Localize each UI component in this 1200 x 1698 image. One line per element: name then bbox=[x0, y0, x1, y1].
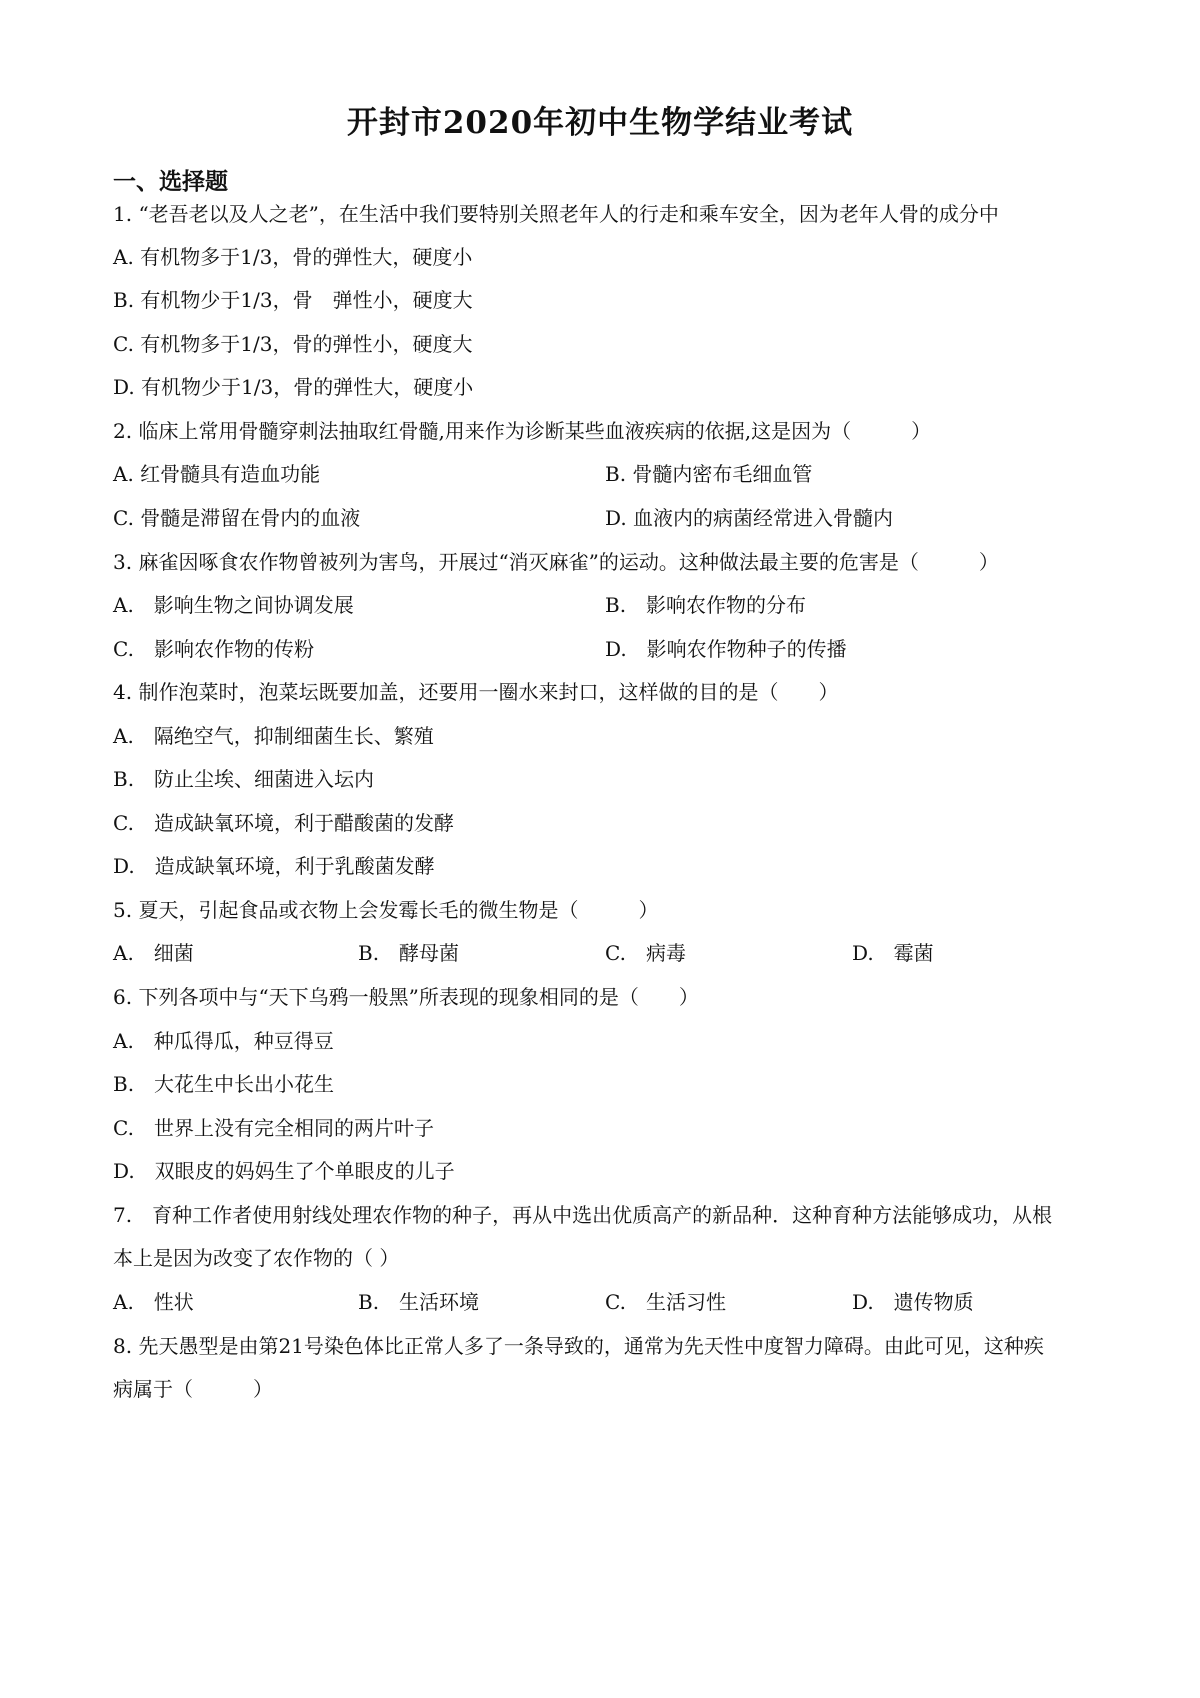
question-2-option-d: D. 血液内的病菌经常进入骨髓内 bbox=[605, 506, 894, 530]
question-7-stem-line-1: 7. 育种工作者使用射线处理农作物的种子，再从中选出优质高产的新品种．这种育种方法能够成功，从根 bbox=[113, 1203, 1053, 1227]
question-8-stem-line-1: 8. 先天愚型是由第21号染色体比正常人多了一条导致的，通常为先天性中度智力障碍。由此可见，这种疾 bbox=[113, 1334, 1044, 1358]
question-7-option-a: A. 性状 bbox=[113, 1290, 194, 1314]
question-7-option-c: C. 生活习性 bbox=[605, 1290, 726, 1314]
question-5-option-c: C. 病毒 bbox=[605, 941, 686, 965]
question-3-option-c: C. 影响农作物的传粉 bbox=[113, 637, 314, 661]
question-1-option-a: A. 有机物多于1/3，骨的弹性大，硬度小 bbox=[113, 245, 473, 269]
question-6-stem: 6. 下列各项中与“天下乌鸦一般黑”所表现的现象相同的是（ ） bbox=[113, 985, 699, 1009]
question-6-option-a: A. 种瓜得瓜，种豆得豆 bbox=[113, 1029, 334, 1053]
exam-title: 开封市2020年初中生物学结业考试 bbox=[346, 105, 854, 141]
question-1-option-c: C. 有机物多于1/3，骨的弹性小，硬度大 bbox=[113, 332, 473, 356]
question-5-option-a: A. 细菌 bbox=[113, 941, 194, 965]
question-5-option-b: B. 酵母菌 bbox=[358, 941, 460, 965]
section-heading: 一、选择题 bbox=[113, 168, 228, 195]
question-7-stem-line-2: 本上是因为改变了农作物的（ ） bbox=[113, 1246, 400, 1270]
question-2-option-c: C. 骨髓是滞留在骨内的血液 bbox=[113, 506, 361, 530]
question-2-option-a: A. 红骨髓具有造血功能 bbox=[113, 462, 321, 486]
question-4-option-b: B. 防止尘埃、细菌进入坛内 bbox=[113, 767, 375, 791]
question-2-stem: 2. 临床上常用骨髓穿刺法抽取红骨髓,用来作为诊断某些血液疾病的依据,这是因为（ ） bbox=[113, 419, 932, 443]
question-1-option-d: D. 有机物少于1/3，骨的弹性大，硬度小 bbox=[113, 375, 474, 399]
question-1-stem: 1. “老吾老以及人之老”，在生活中我们要特别关照老年人的行走和乘车安全，因为老年人骨的成分中 bbox=[113, 202, 999, 226]
question-6-option-d: D. 双眼皮的妈妈生了个单眼皮的儿子 bbox=[113, 1159, 455, 1183]
question-6-option-c: C. 世界上没有完全相同的两片叶子 bbox=[113, 1116, 434, 1140]
question-5-stem: 5. 夏天，引起食品或衣物上会发霉长毛的微生物是（ ） bbox=[113, 898, 659, 922]
question-3-option-a: A. 影响生物之间协调发展 bbox=[113, 593, 354, 617]
question-8-stem-line-2: 病属于（ ） bbox=[113, 1377, 273, 1401]
question-3-option-d: D. 影响农作物种子的传播 bbox=[605, 637, 847, 661]
question-4-option-c: C. 造成缺氧环境，利于醋酸菌的发酵 bbox=[113, 811, 454, 835]
question-4-option-d: D. 造成缺氧环境，利于乳酸菌发酵 bbox=[113, 854, 435, 878]
question-1-option-b: B. 有机物少于1/3，骨 弹性小，硬度大 bbox=[113, 288, 473, 312]
question-4-stem: 4. 制作泡菜时，泡菜坛既要加盖，还要用一圈水来封口，这样做的目的是（ ） bbox=[113, 680, 839, 704]
question-7-option-b: B. 生活环境 bbox=[358, 1290, 480, 1314]
question-4-option-a: A. 隔绝空气，抑制细菌生长、繁殖 bbox=[113, 724, 434, 748]
question-7-option-d: D. 遗传物质 bbox=[852, 1290, 974, 1314]
question-3-stem: 3. 麻雀因啄食农作物曾被列为害鸟，开展过“消灭麻雀”的运动。这种做法最主要的危害是（ ） bbox=[113, 550, 999, 574]
question-2-option-b: B. 骨髓内密布毛细血管 bbox=[605, 462, 813, 486]
question-6-option-b: B. 大花生中长出小花生 bbox=[113, 1072, 335, 1096]
question-3-option-b: B. 影响农作物的分布 bbox=[605, 593, 807, 617]
question-5-option-d: D. 霉菌 bbox=[852, 941, 934, 965]
